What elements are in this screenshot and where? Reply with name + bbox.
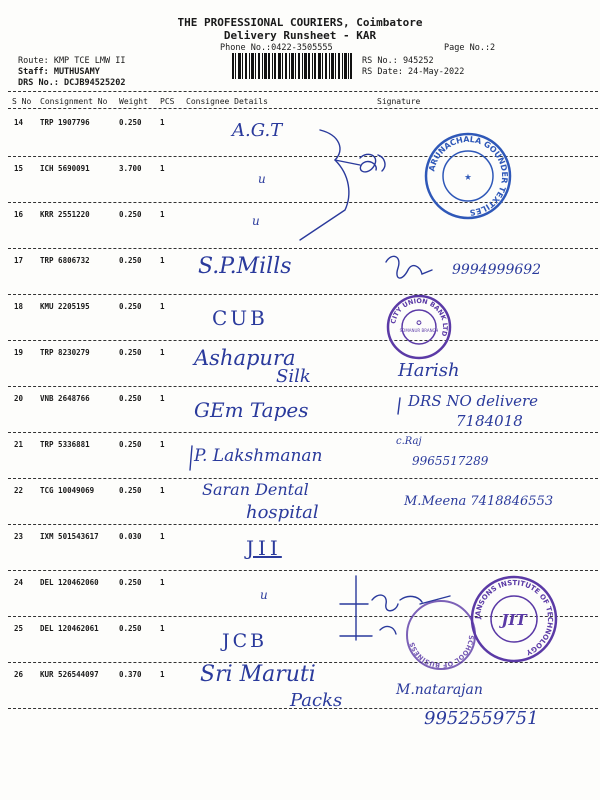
jit-stamp-text: JANSONS INSTITUTE OF TECHNOLOGY [473, 578, 555, 657]
row-consignment: TRP 5336881 [40, 440, 90, 449]
header-rule-top [8, 91, 598, 92]
row-sno: 17 [14, 256, 24, 265]
row-weight: 0.250 [119, 118, 142, 127]
phone-number: Phone No.:0422-3505555 [220, 43, 333, 53]
svg-text:★: ★ [464, 169, 472, 183]
drs-number: DRS No.: DCJB94525202 [18, 78, 126, 88]
row-sno: 19 [14, 348, 24, 357]
row-sno: 24 [14, 578, 24, 587]
row-pcs: 1 [160, 302, 165, 311]
row-consignment: ICH 5690091 [40, 164, 90, 173]
row-pcs: 1 [160, 394, 165, 403]
row-sno: 22 [14, 486, 24, 495]
hw-r26-name2: Packs [290, 690, 343, 711]
jit-stamp [470, 575, 558, 663]
barcode-icon [232, 53, 352, 79]
row-divider [8, 570, 598, 571]
row-sno: 15 [14, 164, 24, 173]
row-weight: 3.700 [119, 164, 142, 173]
hw-r15-name: u [258, 172, 266, 186]
row-consignment: TCG 10049069 [40, 486, 95, 495]
arunachala-stamp [423, 131, 513, 221]
row-pcs: 1 [160, 440, 165, 449]
row-sno: 18 [14, 302, 24, 311]
jit-stamp-center: JIT [501, 611, 527, 629]
hw-r21-sig: c.Raj [396, 436, 422, 447]
row-divider [8, 524, 598, 525]
svg-text:✪: ✪ [416, 318, 422, 328]
svg-text:SCHOOL OF BUSINESS [408, 635, 475, 669]
hw-r19-name: Ashapura [194, 346, 296, 370]
col-consignment: Consignment No [40, 97, 108, 106]
hw-r19-name2: Silk [276, 366, 311, 387]
row-weight: 0.250 [119, 256, 142, 265]
col-pcs: PCS [160, 97, 175, 106]
row-weight: 0.030 [119, 532, 142, 541]
row-weight: 0.370 [119, 670, 142, 679]
row-divider [8, 294, 598, 295]
jit-business-stamp-text: SCHOOL OF BUSINESS [408, 634, 476, 670]
row-divider [8, 156, 598, 157]
row-sno: 14 [14, 118, 24, 127]
row-consignment: VNB 2648766 [40, 394, 90, 403]
row-consignment: KRR 2551220 [40, 210, 90, 219]
hw-r21-phone: 9965517289 [412, 454, 489, 468]
row-divider [8, 202, 598, 203]
arunachala-stamp-text: ARUNACHALA GOUNDER TEXTILES [427, 134, 510, 218]
header-rule-bottom [8, 108, 598, 109]
hw-r20-note2: 7184018 [456, 412, 523, 430]
row-weight: 0.250 [119, 486, 142, 495]
bank-stamp [386, 294, 452, 360]
hw-r21-name: P. Lakshmanan [194, 446, 323, 466]
row-pcs: 1 [160, 348, 165, 357]
bank-stamp-text: CITY UNION BANK LTD [389, 296, 450, 338]
row-consignment: KUR 526544097 [40, 670, 99, 679]
row-consignment: TRP 8230279 [40, 348, 90, 357]
hw-r19-sig: Harish [398, 360, 460, 381]
row-consignment: DEL 120462061 [40, 624, 99, 633]
hw-r26-name: Sri Maruti [200, 662, 316, 687]
hw-r18-name: CUB [212, 306, 268, 330]
hw-r14-name: A.G.T [232, 120, 283, 141]
row-weight: 0.250 [119, 302, 142, 311]
hw-r25-name: JCB [222, 630, 268, 652]
row-consignment: DEL 120462060 [40, 578, 99, 587]
staff: Staff: MUTHUSAMY [18, 67, 100, 77]
hw-r26-phone: 9952559751 [424, 708, 539, 729]
hw-r17-name: S.P.Mills [198, 254, 292, 279]
row-pcs: 1 [160, 256, 165, 265]
row-pcs: 1 [160, 532, 165, 541]
hw-r20-note: DRS NO delivere [408, 392, 539, 410]
row-sno: 25 [14, 624, 24, 633]
row-divider [8, 340, 598, 341]
row-pcs: 1 [160, 210, 165, 219]
row-sno: 26 [14, 670, 24, 679]
row-consignment: IXM 501543617 [40, 532, 99, 541]
hw-r23-name: JII [246, 536, 282, 560]
col-consignee: Consignee Details [186, 97, 268, 106]
row-sno: 20 [14, 394, 24, 403]
rs-number: RS No.: 945252 [362, 56, 434, 66]
row-weight: 0.250 [119, 348, 142, 357]
row-pcs: 1 [160, 578, 165, 587]
col-sno: S No [12, 97, 32, 106]
row-weight: 0.250 [119, 394, 142, 403]
hw-r22-name2: hospital [246, 502, 319, 523]
row-sno: 16 [14, 210, 24, 219]
row-pcs: 1 [160, 486, 165, 495]
hw-r24-name: u [260, 588, 268, 602]
row-sno: 23 [14, 532, 24, 541]
company-title: THE PROFESSIONAL COURIERS, Coimbatore [177, 16, 423, 29]
hw-r26-sig: M.natarajan [396, 682, 483, 698]
row-pcs: 1 [160, 670, 165, 679]
rs-date: RS Date: 24-May-2022 [362, 67, 465, 77]
row-consignment: TRP 6806732 [40, 256, 90, 265]
row-pcs: 1 [160, 118, 165, 127]
hw-r22-name: Saran Dental [202, 480, 309, 499]
page-number: Page No.:2 [444, 43, 496, 53]
row-divider [8, 248, 598, 249]
hw-r22-sig: M.Meena 7418846553 [404, 494, 554, 509]
row-divider [8, 432, 598, 433]
hw-r17-phone: 9994999692 [452, 262, 542, 278]
row-weight: 0.250 [119, 210, 142, 219]
jit-business-stamp [404, 598, 478, 672]
route: Route: KMP TCE LMW II [18, 56, 126, 66]
runsheet-title: Delivery Runsheet - KAR [223, 29, 377, 42]
col-weight: Weight [119, 97, 148, 106]
row-pcs: 1 [160, 164, 165, 173]
hw-r16-name: u [252, 214, 260, 228]
row-consignment: KMU 2205195 [40, 302, 90, 311]
row-divider [8, 478, 598, 479]
col-signature: Signature [377, 97, 421, 106]
hw-r20-name: GEm Tapes [194, 398, 309, 422]
row-sno: 21 [14, 440, 24, 449]
row-weight: 0.250 [119, 578, 142, 587]
row-weight: 0.250 [119, 440, 142, 449]
row-weight: 0.250 [119, 624, 142, 633]
row-consignment: TRP 1907796 [40, 118, 90, 127]
bank-stamp-sub: SOMANUR BRANCH [399, 328, 439, 333]
row-pcs: 1 [160, 624, 165, 633]
